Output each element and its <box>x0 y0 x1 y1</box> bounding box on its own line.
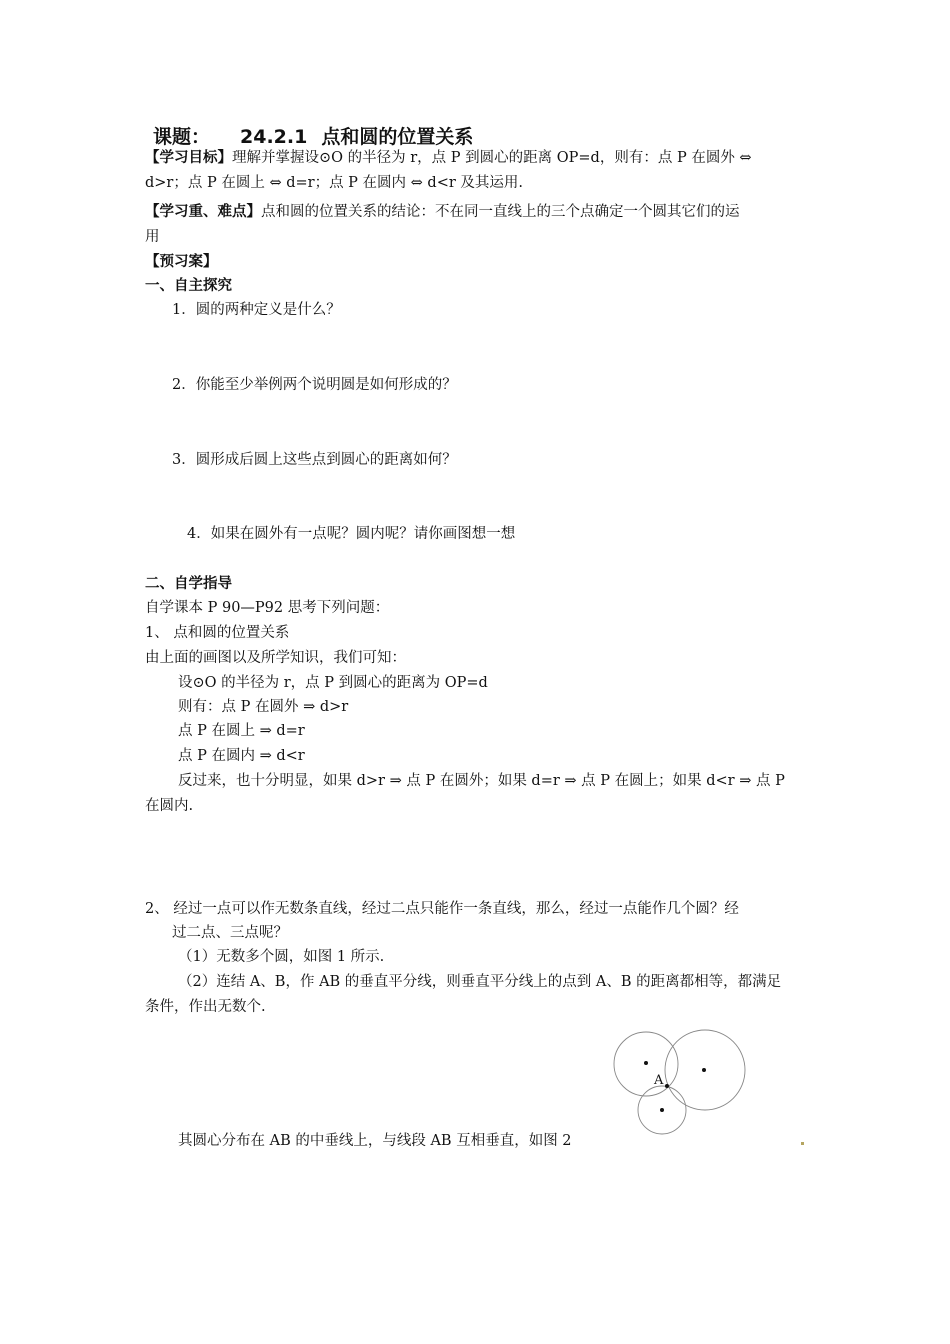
setup-statement: 设⊙O 的半径为 r，点 P 到圆心的距离为 OP=d <box>178 675 488 691</box>
title-label: 课题： <box>153 126 211 148</box>
objectives-text-2: d>r；点 P 在圆上 ⇔ d=r；点 P 在圆内 ⇔ d<r 及其运用. <box>145 175 523 191</box>
answer-1: （1）无数多个圆，如图 1 所示. <box>178 949 385 965</box>
keypoints-text-2: 用 <box>145 229 160 245</box>
inside-statement: 点 P 在圆内 ⇒ d<r <box>178 748 305 764</box>
section2-heading: 二、自学指导 <box>145 576 232 592</box>
converse-line-1: 反过来，也十分明显，如果 d>r ⇒ 点 P 在圆外；如果 d=r ⇒ 点 P 在圆上；如果 d<r ⇒ 点 P <box>178 773 785 789</box>
answer-2-line-1: （2）连结 A、B，作 AB 的垂直平分线，则垂直平分线上的点到 A、B 的距离都相等，都满足 <box>178 974 782 990</box>
centers-statement: 其圆心分布在 AB 的中垂线上，与线段 AB 互相垂直，如图 2 <box>178 1133 572 1149</box>
objectives-tag: 【学习目标】 <box>145 150 232 166</box>
answer-2-line-2: 条件，作出无数个. <box>145 999 266 1015</box>
circles-figure <box>600 1025 760 1140</box>
section1-heading: 一、自主探究 <box>145 278 232 294</box>
keypoints-text-1: 点和圆的位置关系的结论：不在同一直线上的三个点确定一个圆其它们的运 <box>261 204 740 220</box>
keypoints-tag: 【学习重、难点】 <box>145 204 261 220</box>
question-4: 4．如果在圆外有一点呢？圆内呢？请你画图想一想 <box>187 526 516 542</box>
outside-statement: 则有：点 P 在圆外 ⇒ d>r <box>178 699 349 715</box>
converse-line-2: 在圆内. <box>145 798 194 814</box>
keypoints-line <box>145 201 740 223</box>
point-a-label: A <box>654 1073 664 1088</box>
title-number: 24.2.1 <box>240 126 308 148</box>
point-a-dot <box>665 1084 669 1088</box>
section2-intro: 自学课本 P 90—P92 思考下列问题： <box>145 600 390 616</box>
item-2-line-2: 过二点、三点呢？ <box>172 925 288 941</box>
question-1: 1．圆的两种定义是什么？ <box>172 302 341 318</box>
item-1-heading: 1、 点和圆的位置关系 <box>145 625 290 641</box>
center-dot-right <box>702 1068 706 1072</box>
item-2-line-1: 2、 经过一点可以作无数条直线，经过二点只能作一条直线，那么，经过一点能作几个圆？经 <box>145 901 739 917</box>
question-2: 2．你能至少举例两个说明圆是如何形成的？ <box>172 377 457 393</box>
lesson-title <box>153 122 473 149</box>
center-dot-left <box>644 1061 648 1065</box>
on-circle-statement: 点 P 在圆上 ⇒ d=r <box>178 723 305 739</box>
center-dot-bottom <box>660 1108 664 1112</box>
title-topic: 点和圆的位置关系 <box>321 126 474 148</box>
decorative-dot <box>801 1142 804 1145</box>
known-statement: 由上面的画图以及所学知识，我们可知： <box>145 650 406 666</box>
preview-heading: 【预习案】 <box>145 254 218 270</box>
question-3: 3．圆形成后圆上这些点到圆心的距离如何？ <box>172 452 457 468</box>
objectives-text-1: 理解并掌握设⊙O 的半径为 r，点 P 到圆心的距离 OP=d，则有：点 P 在圆外 ⇔ <box>232 150 752 166</box>
objectives-line <box>145 147 752 169</box>
